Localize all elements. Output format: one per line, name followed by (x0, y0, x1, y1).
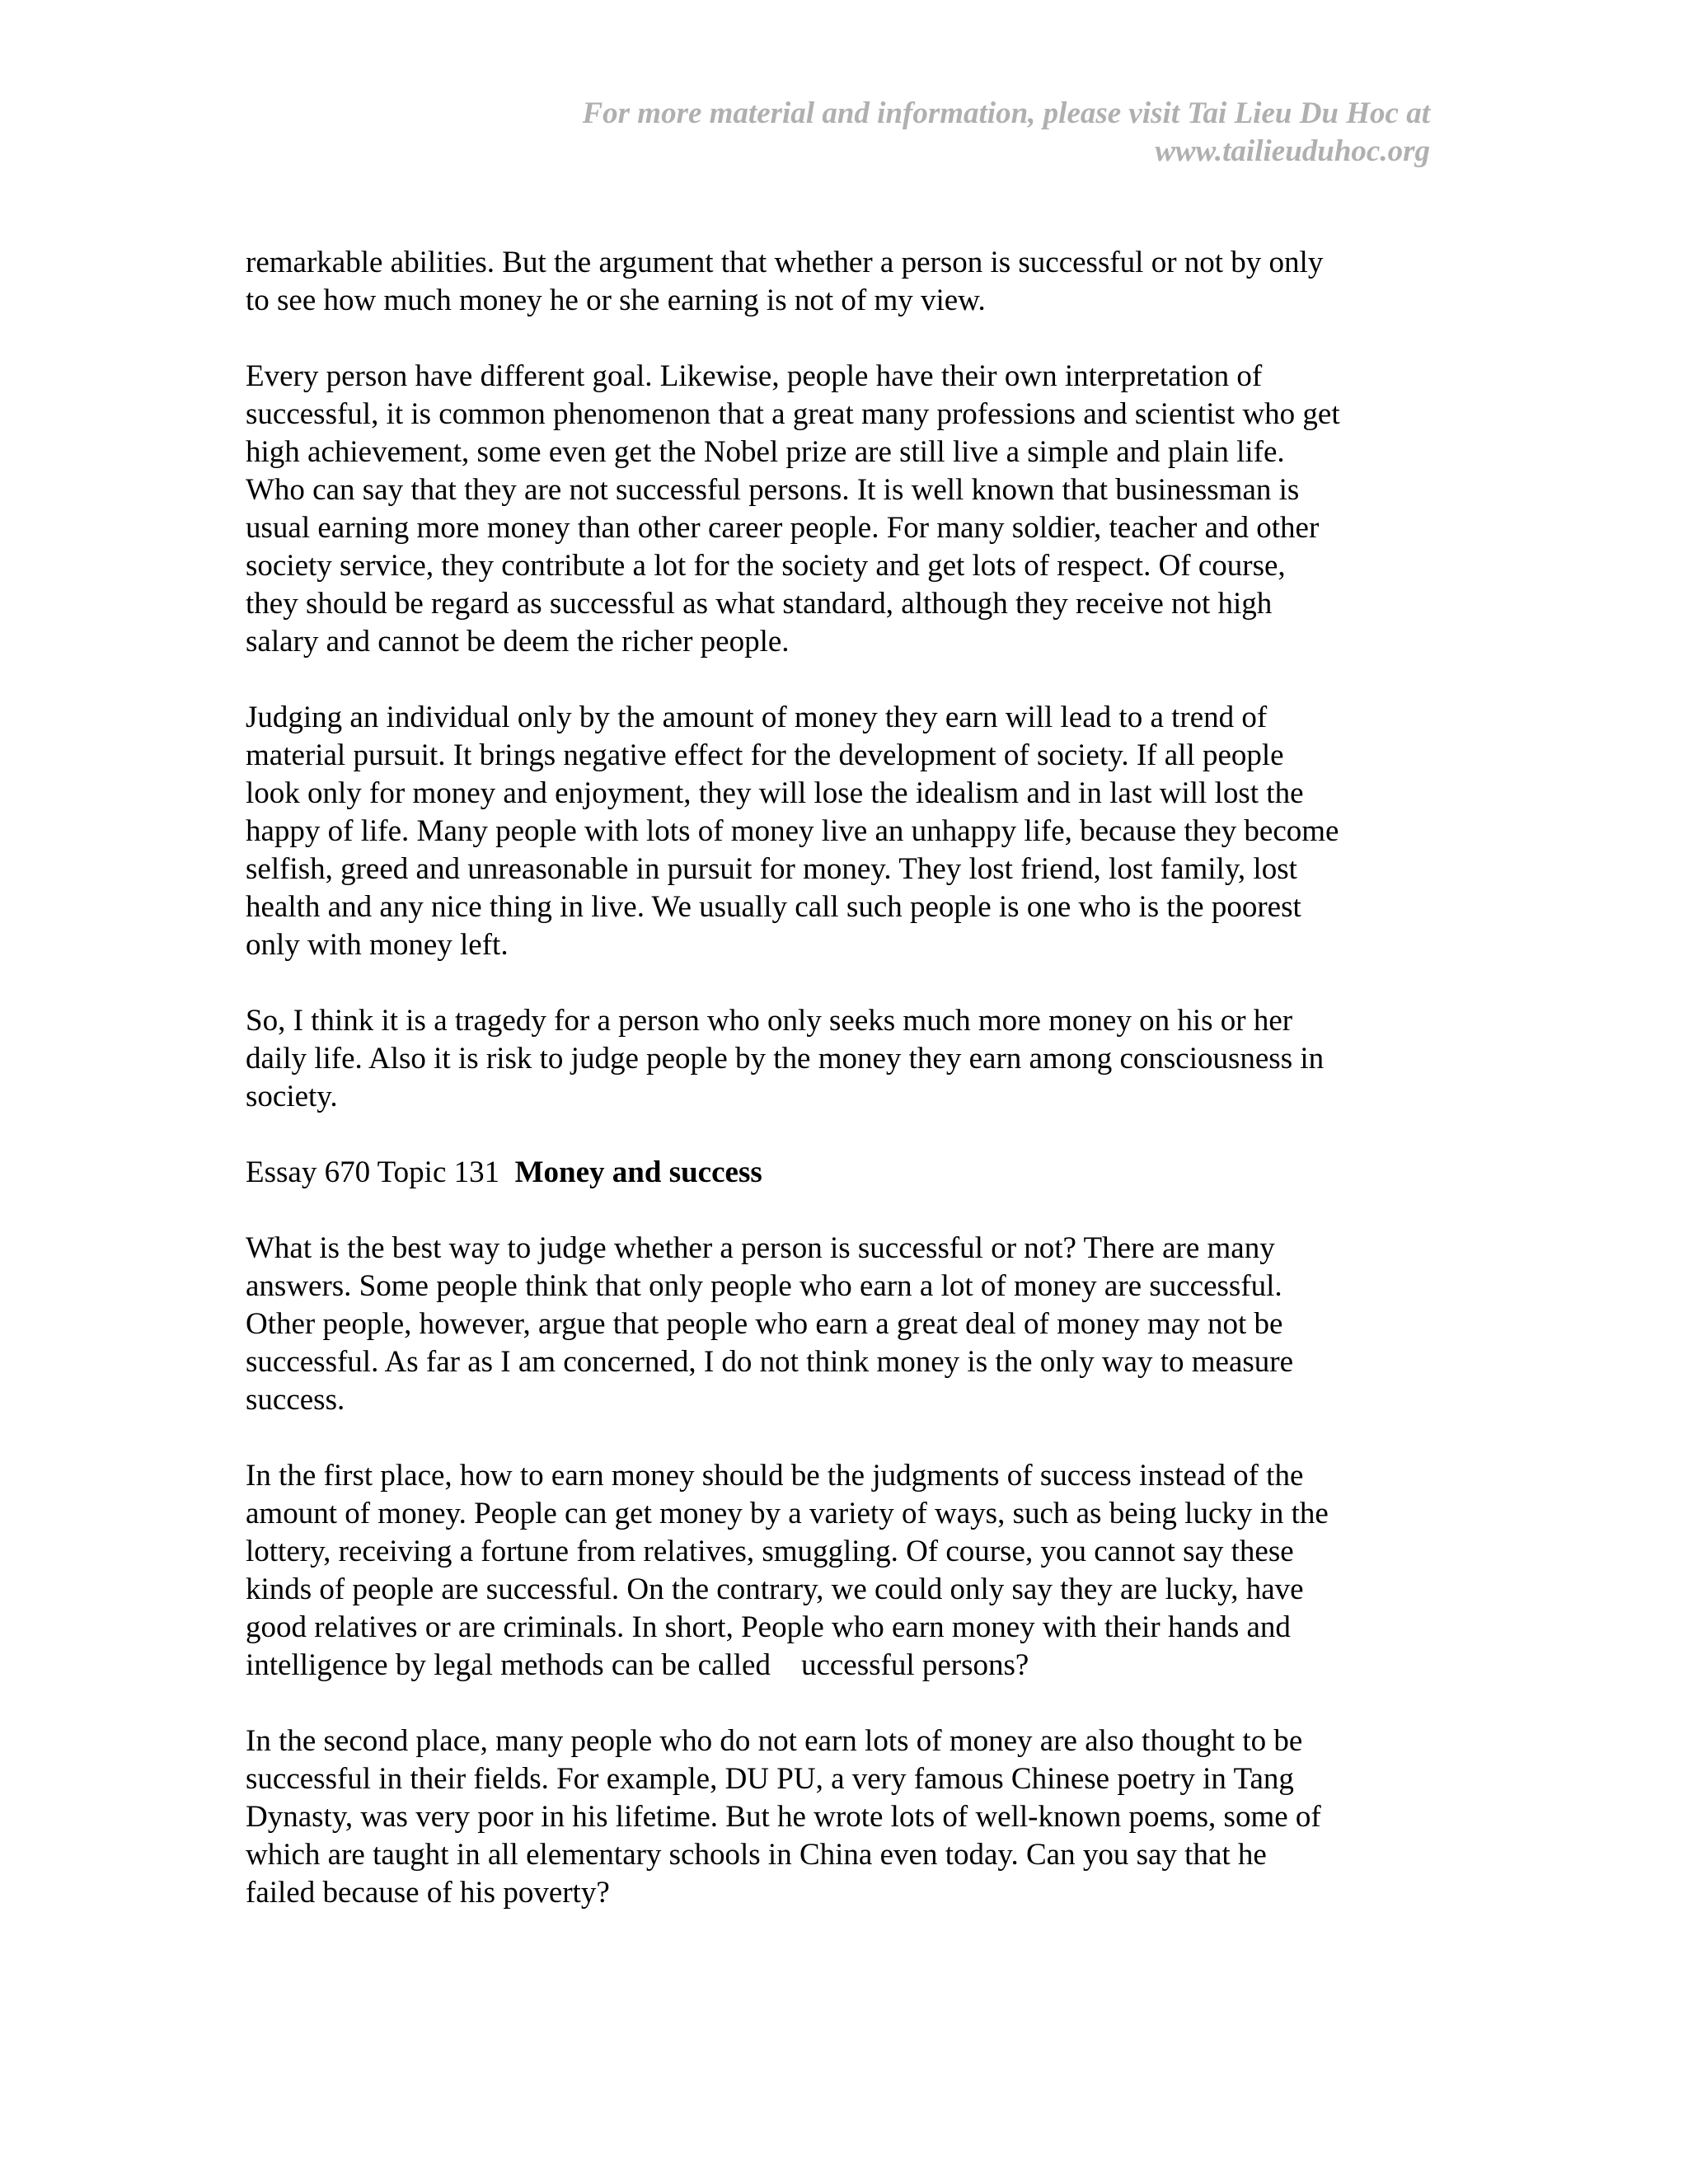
paragraph-line: Every person have different goal. Likewise, people have their own interpretation of (246, 359, 1263, 393)
paragraph-line: Who can say that they are not successful persons. It is well known that businessman is (246, 473, 1300, 507)
paragraph (246, 1002, 1449, 1116)
paragraph-line: salary and cannot be deem the richer people. (246, 625, 790, 658)
paragraph-line: Dynasty, was very poor in his lifetime. But he wrote lots of well-known poems, some of (246, 1800, 1321, 1834)
paragraph-line: good relatives or are criminals. In short, People who earn money with their hands and (246, 1610, 1291, 1644)
paragraph-line: successful, it is common phenomenon that a great many professions and scientist who get (246, 397, 1340, 431)
paragraph (246, 244, 1449, 320)
paragraph-line: they should be regard as successful as what standard, although they receive not high (246, 587, 1273, 621)
paragraph (246, 1722, 1449, 1912)
paragraph-line: high achievement, some even get the Nobel prize are still live a simple and plain life. (246, 435, 1285, 469)
paragraph-line: success. (246, 1383, 345, 1417)
header-line-2: www.tailieuduhoc.org (1155, 134, 1430, 168)
essay-heading-title: Money and success (514, 1155, 762, 1189)
paragraph-line: society service, they contribute a lot for the society and get lots of respect. Of course, (246, 549, 1286, 583)
paragraph-line: material pursuit. It brings negative effect for the development of society. If all people (246, 738, 1284, 772)
document-body (246, 244, 1449, 1950)
paragraph (246, 1230, 1449, 1419)
paragraph-line: intelligence by legal methods can be called uccessful persons? (246, 1648, 1029, 1682)
paragraph-line: daily life. Also it is risk to judge people by the money they earn among consciousness in (246, 1042, 1325, 1076)
paragraph-line: answers. Some people think that only people who earn a lot of money are successful. (246, 1269, 1282, 1303)
paragraph-line: health and any nice thing in live. We usually call such people is one who is the poorest (246, 890, 1301, 924)
paragraph-line: lottery, receiving a fortune from relatives, smuggling. Of course, you cannot say these (246, 1535, 1294, 1568)
paragraph-line: In the first place, how to earn money should be the judgments of success instead of the (246, 1459, 1304, 1493)
paragraph-line: successful. As far as I am concerned, I do not think money is the only way to measure (246, 1345, 1294, 1379)
paragraph-line: to see how much money he or she earning is not of my view. (246, 284, 986, 317)
paragraph-line: What is the best way to judge whether a person is successful or not? There are many (246, 1231, 1275, 1265)
essay-heading (246, 1154, 1449, 1192)
paragraph-line: usual earning more money than other career people. For many soldier, teacher and other (246, 511, 1320, 545)
paragraph-line: successful in their fields. For example, DU PU, a very famous Chinese poetry in Tang (246, 1762, 1294, 1796)
paragraph-line: society. (246, 1080, 338, 1113)
paragraph-line: only with money left. (246, 928, 509, 962)
paragraph-line: kinds of people are successful. On the contrary, we could only say they are lucky, have (246, 1572, 1304, 1606)
paragraph (246, 699, 1449, 964)
paragraph-line: So, I think it is a tragedy for a person who only seeks much more money on his or her (246, 1004, 1293, 1038)
paragraph-line: look only for money and enjoyment, they will lose the idealism and in last will lost the (246, 776, 1304, 810)
header-line-1: For more material and information, please visit Tai Lieu Du Hoc at (582, 96, 1430, 130)
paragraph-line: Other people, however, argue that people who earn a great deal of money may not be (246, 1307, 1283, 1341)
paragraph (246, 1457, 1449, 1685)
paragraph-line: In the second place, many people who do not earn lots of money are also thought to be (246, 1724, 1303, 1758)
paragraph-line: happy of life. Many people with lots of money live an unhappy life, because they become (246, 814, 1339, 848)
paragraph-line: Judging an individual only by the amount of money they earn will lead to a trend of (246, 701, 1268, 734)
paragraph-line: which are taught in all elementary schools in China even today. Can you say that he (246, 1838, 1267, 1872)
paragraph-line: failed because of his poverty? (246, 1876, 610, 1910)
paragraph-line: selfish, greed and unreasonable in pursuit for money. They lost friend, lost family, lost (246, 852, 1297, 886)
paragraph (246, 358, 1449, 661)
paragraph-line: amount of money. People can get money by a variety of ways, such as being lucky in the (246, 1497, 1329, 1530)
page-header-watermark (441, 95, 1430, 171)
paragraph-line: remarkable abilities. But the argument that whether a person is successful or not by only (246, 246, 1324, 279)
essay-heading-prefix: Essay 670 Topic 131 (246, 1155, 500, 1189)
